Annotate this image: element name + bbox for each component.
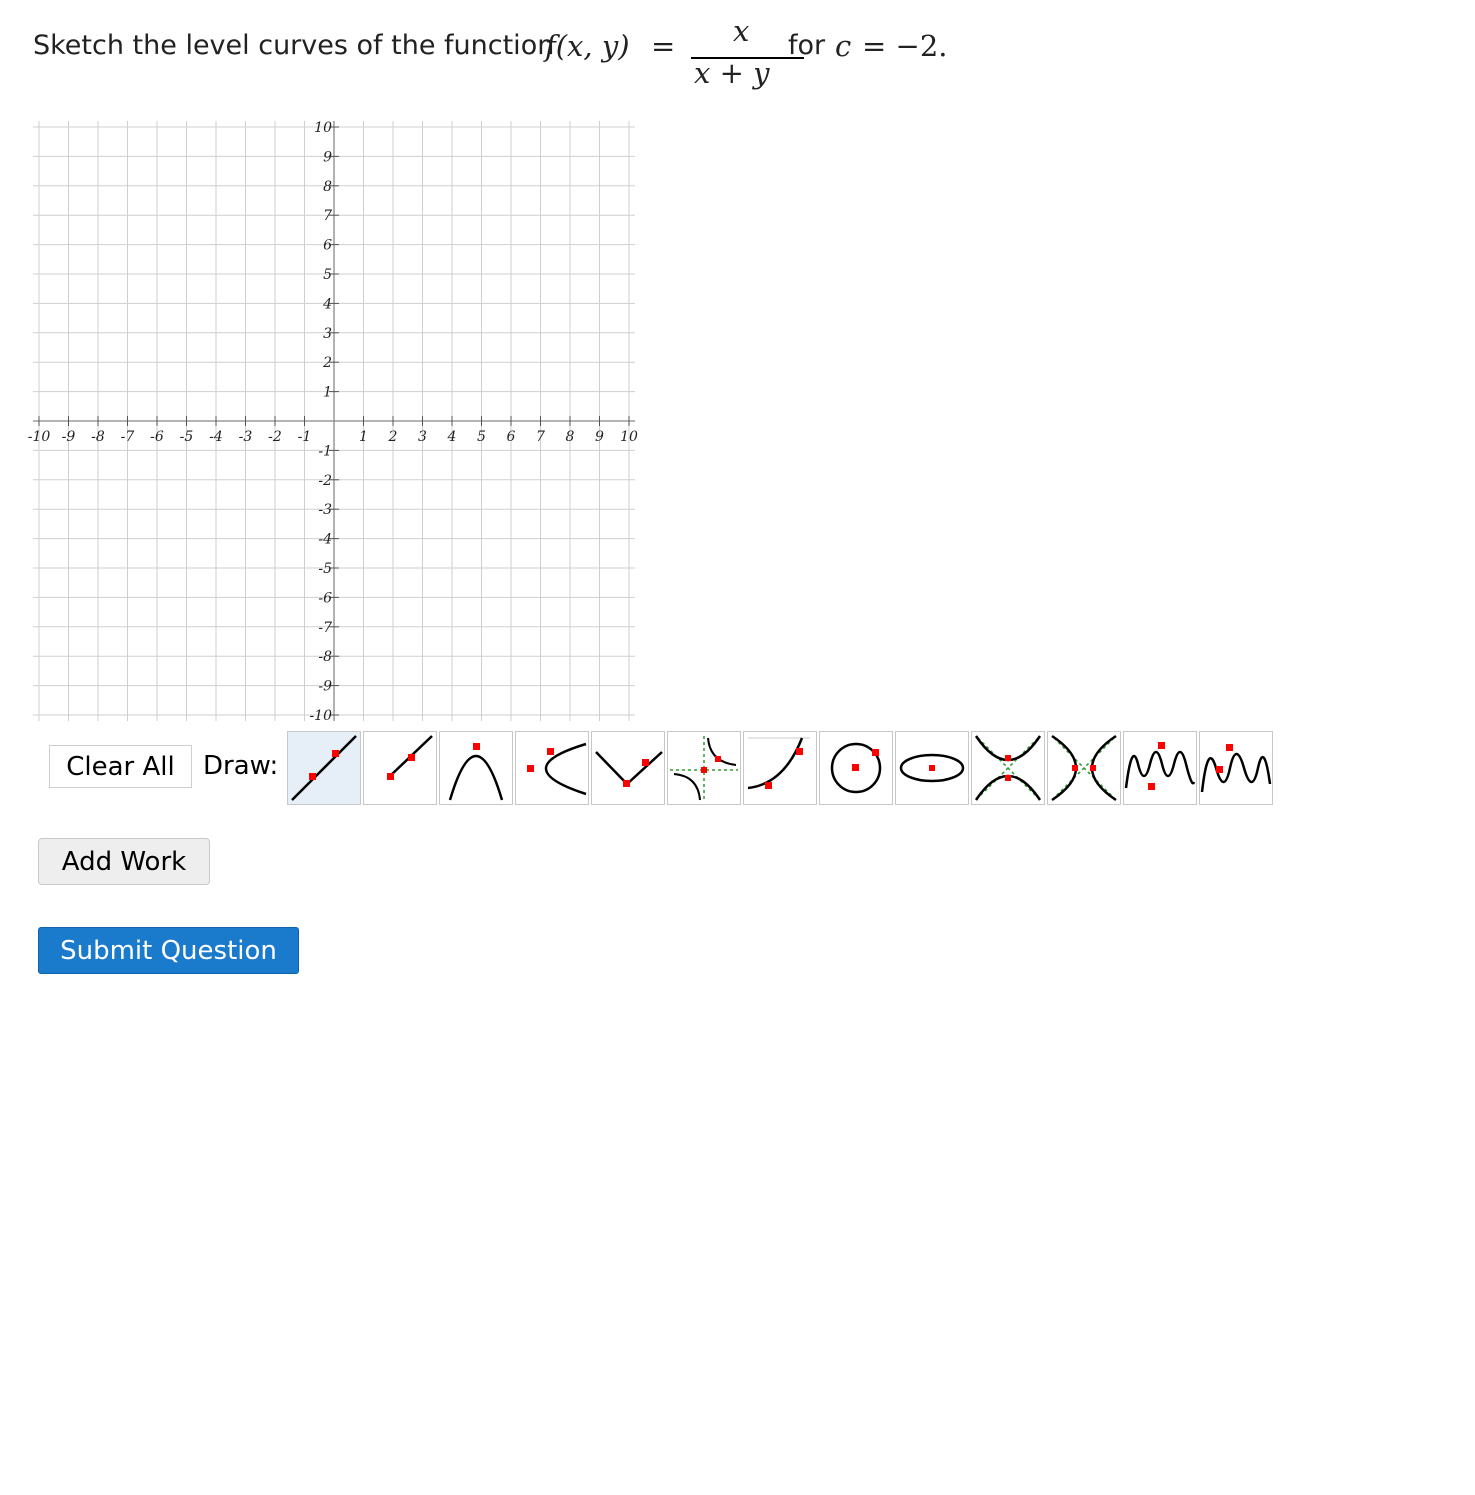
cosine-tool-icon	[1200, 732, 1272, 804]
x-tick-label: 2	[388, 429, 398, 445]
y-tick-label: -1	[318, 443, 332, 460]
x-tick-label: 3	[418, 429, 427, 445]
line-tool-icon	[288, 732, 360, 804]
ellipse-tool-icon	[896, 732, 968, 804]
equals-sign: =	[651, 29, 676, 63]
horizontal-parabola-tool-icon	[516, 732, 588, 804]
x-tick-label: -4	[209, 429, 223, 445]
x-tick-label: 10	[620, 429, 638, 445]
x-tick-label: -9	[61, 429, 76, 445]
x-tick-label: -2	[268, 429, 282, 445]
ray-tool-icon	[364, 732, 436, 804]
for-word: for	[788, 30, 826, 61]
x-tick-label: 7	[536, 429, 545, 445]
ray-tool-button[interactable]	[363, 731, 437, 805]
sine-tool-icon	[1124, 732, 1196, 804]
x-tick-label: -3	[238, 429, 253, 445]
y-tick-label: 2	[323, 355, 332, 372]
draw-label: Draw:	[203, 751, 279, 781]
question-text: Sketch the level curves of the function	[33, 30, 555, 61]
x-tick-label: -7	[120, 429, 135, 445]
question-prompt	[33, 14, 1033, 94]
fraction-denominator: x + y	[694, 56, 770, 90]
absolute-value-tool-button[interactable]	[591, 731, 665, 805]
tool-palette	[287, 731, 1275, 805]
y-tick-label: 9	[323, 149, 332, 166]
rational-tool-icon	[668, 732, 740, 804]
y-tick-label: 4	[323, 296, 332, 313]
horizontal-parabola-tool-button[interactable]	[515, 731, 589, 805]
y-tick-label: 3	[323, 325, 332, 342]
c-variable: c	[835, 29, 852, 63]
x-tick-label: -10	[27, 429, 51, 445]
vertical-hyperbola-tool-button[interactable]	[971, 731, 1045, 805]
y-tick-label: 1	[323, 384, 332, 401]
function-lhs: f(x, y)	[545, 29, 630, 63]
y-tick-label: 7	[323, 208, 332, 225]
absolute-value-tool-icon	[592, 732, 664, 804]
x-tick-label: 6	[506, 429, 516, 445]
vertical-hyperbola-tool-icon	[972, 732, 1044, 804]
parabola-tool-icon	[440, 732, 512, 804]
x-tick-label: 8	[565, 429, 575, 445]
circle-tool-icon	[820, 732, 892, 804]
y-tick-label: -4	[318, 531, 332, 548]
x-tick-label: 5	[477, 429, 486, 445]
x-tick-label: -5	[179, 429, 194, 445]
y-tick-label: -8	[318, 649, 332, 666]
exponential-tool-icon	[744, 732, 816, 804]
x-tick-label: -1	[297, 429, 312, 445]
line-tool-button[interactable]	[287, 731, 361, 805]
y-tick-label: 6	[323, 237, 332, 254]
y-tick-label: 10	[314, 120, 332, 136]
y-tick-label: -5	[318, 561, 332, 577]
y-tick-label: -6	[318, 590, 332, 607]
y-tick-label: 8	[323, 178, 332, 195]
x-tick-label: 4	[447, 429, 457, 445]
y-tick-label: -10	[309, 708, 332, 724]
x-tick-label: 9	[595, 429, 604, 445]
horizontal-hyperbola-tool-button[interactable]	[1047, 731, 1121, 805]
graphing-canvas[interactable]	[27, 120, 638, 724]
horizontal-hyperbola-tool-icon	[1048, 732, 1120, 804]
sine-tool-button[interactable]	[1123, 731, 1197, 805]
exponential-tool-button[interactable]	[743, 731, 817, 805]
x-tick-label: 1	[359, 429, 368, 445]
y-tick-label: -7	[318, 619, 332, 636]
y-tick-label: -2	[318, 472, 332, 489]
ellipse-tool-button[interactable]	[895, 731, 969, 805]
cosine-tool-button[interactable]	[1199, 731, 1273, 805]
y-tick-label: -3	[318, 502, 332, 519]
y-tick-label: -9	[318, 678, 332, 695]
parabola-tool-button[interactable]	[439, 731, 513, 805]
circle-tool-button[interactable]	[819, 731, 893, 805]
submit-question-button[interactable]: Submit Question	[38, 927, 299, 974]
fraction-numerator: x	[733, 14, 750, 48]
rational-tool-button[interactable]	[667, 731, 741, 805]
add-work-button[interactable]: Add Work	[38, 838, 210, 885]
c-value: = −2.	[862, 29, 948, 63]
x-tick-label: -6	[150, 429, 164, 445]
x-tick-label: -8	[91, 429, 105, 445]
clear-all-button[interactable]: Clear All	[49, 745, 192, 788]
y-tick-label: 5	[323, 267, 332, 283]
